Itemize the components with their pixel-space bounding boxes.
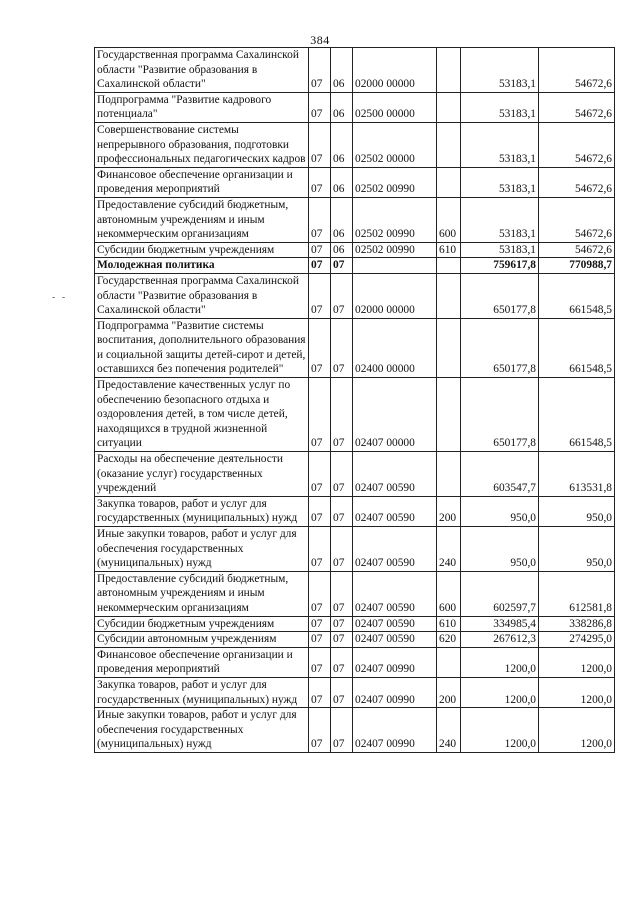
amount-year1-cell: 53183,1 <box>461 167 539 197</box>
table-row <box>95 197 615 242</box>
amount-year2-cell: 661548,5 <box>539 318 615 377</box>
table-row <box>95 677 615 707</box>
section-code-cell: 07 <box>309 242 331 258</box>
amount-year2-cell: 54672,6 <box>539 197 615 242</box>
expense-type-cell <box>437 258 461 274</box>
target-article-cell: 02000 00000 <box>353 273 437 318</box>
table-row <box>95 632 615 648</box>
expense-name-cell: Совершенствование системы непрерывного образования, подготовки профессиональных педагогических кадров <box>95 122 309 167</box>
expense-name-cell: Подпрограмма "Развитие системы воспитания, дополнительного образования и социальной защиты детей-сирот и детей, оставшихся без попечения родителей" <box>95 318 309 377</box>
budget-table-body <box>95 48 615 753</box>
expense-type-cell <box>437 122 461 167</box>
amount-year2-cell: 54672,6 <box>539 242 615 258</box>
expense-type-cell <box>437 452 461 497</box>
expense-name-cell: Предоставление субсидий бюджетным, автономным учреждениям и иным некоммерческим организациям <box>95 571 309 616</box>
amount-year2-cell: 661548,5 <box>539 273 615 318</box>
subsection-code-cell: 06 <box>331 167 353 197</box>
target-article-cell: 02502 00990 <box>353 242 437 258</box>
section-code-cell: 07 <box>309 122 331 167</box>
amount-year2-cell: 54672,6 <box>539 48 615 93</box>
subsection-code-cell: 07 <box>331 708 353 753</box>
target-article-cell: 02500 00000 <box>353 92 437 122</box>
target-article-cell: 02400 00000 <box>353 318 437 377</box>
expense-type-cell <box>437 48 461 93</box>
expense-name-cell: Финансовое обеспечение организации и проведения мероприятий <box>95 167 309 197</box>
amount-year1-cell: 759617,8 <box>461 258 539 274</box>
target-article-cell: 02407 00990 <box>353 708 437 753</box>
section-code-cell: 07 <box>309 632 331 648</box>
subsection-code-cell: 07 <box>331 571 353 616</box>
expense-type-cell: 200 <box>437 677 461 707</box>
amount-year2-cell: 613531,8 <box>539 452 615 497</box>
amount-year2-cell: 950,0 <box>539 527 615 572</box>
target-article-cell: 02407 00590 <box>353 616 437 632</box>
section-code-cell: 07 <box>309 273 331 318</box>
table-row <box>95 452 615 497</box>
amount-year1-cell: 334985,4 <box>461 616 539 632</box>
expense-type-cell: 240 <box>437 527 461 572</box>
amount-year2-cell: 54672,6 <box>539 122 615 167</box>
amount-year2-cell: 770988,7 <box>539 258 615 274</box>
section-code-cell: 07 <box>309 318 331 377</box>
expense-type-cell: 620 <box>437 632 461 648</box>
table-row <box>95 122 615 167</box>
section-code-cell: 07 <box>309 258 331 274</box>
expense-type-cell: 610 <box>437 616 461 632</box>
expense-type-cell: 600 <box>437 571 461 616</box>
subsection-code-cell: 07 <box>331 527 353 572</box>
expense-name-cell: Субсидии бюджетным учреждениям <box>95 242 309 258</box>
table-row <box>95 273 615 318</box>
target-article-cell: 02407 00590 <box>353 496 437 526</box>
amount-year2-cell: 950,0 <box>539 496 615 526</box>
expense-name-cell: Закупка товаров, работ и услуг для государственных (муниципальных) нужд <box>95 677 309 707</box>
amount-year1-cell: 603547,7 <box>461 452 539 497</box>
expense-type-cell: 600 <box>437 197 461 242</box>
subsection-code-cell: 07 <box>331 632 353 648</box>
amount-year1-cell: 950,0 <box>461 496 539 526</box>
budget-table <box>94 47 615 753</box>
expense-name-cell: Иные закупки товаров, работ и услуг для обеспечения государственных (муниципальных) нужд <box>95 708 309 753</box>
expense-name-cell: Молодежная политика <box>95 258 309 274</box>
subsection-code-cell: 07 <box>331 616 353 632</box>
amount-year2-cell: 54672,6 <box>539 92 615 122</box>
subsection-code-cell: 06 <box>331 48 353 93</box>
target-article-cell: 02407 00990 <box>353 647 437 677</box>
section-code-cell: 07 <box>309 92 331 122</box>
table-row <box>95 258 615 274</box>
amount-year1-cell: 267612,3 <box>461 632 539 648</box>
page-number: 384 <box>310 33 330 47</box>
table-row <box>95 167 615 197</box>
table-row <box>95 571 615 616</box>
expense-type-cell <box>437 647 461 677</box>
target-article-cell: 02502 00990 <box>353 167 437 197</box>
expense-name-cell: Государственная программа Сахалинской области "Развитие образования в Сахалинской области" <box>95 273 309 318</box>
amount-year1-cell: 1200,0 <box>461 708 539 753</box>
amount-year1-cell: 602597,7 <box>461 571 539 616</box>
table-row <box>95 48 615 93</box>
expense-name-cell: Иные закупки товаров, работ и услуг для обеспечения государственных (муниципальных) нужд <box>95 527 309 572</box>
section-code-cell: 07 <box>309 167 331 197</box>
amount-year1-cell: 650177,8 <box>461 378 539 452</box>
subsection-code-cell: 07 <box>331 318 353 377</box>
target-article-cell: 02407 00000 <box>353 378 437 452</box>
amount-year1-cell: 650177,8 <box>461 273 539 318</box>
margin-dash-mark: - - <box>52 292 68 303</box>
table-row <box>95 242 615 258</box>
section-code-cell: 07 <box>309 571 331 616</box>
amount-year1-cell: 53183,1 <box>461 242 539 258</box>
amount-year1-cell: 53183,1 <box>461 92 539 122</box>
expense-name-cell: Субсидии автономным учреждениям <box>95 632 309 648</box>
section-code-cell: 07 <box>309 48 331 93</box>
amount-year2-cell: 1200,0 <box>539 708 615 753</box>
target-article-cell: 02407 00590 <box>353 632 437 648</box>
subsection-code-cell: 06 <box>331 242 353 258</box>
subsection-code-cell: 07 <box>331 452 353 497</box>
expense-type-cell <box>437 92 461 122</box>
expense-type-cell <box>437 378 461 452</box>
section-code-cell: 07 <box>309 647 331 677</box>
table-row <box>95 647 615 677</box>
expense-type-cell: 610 <box>437 242 461 258</box>
amount-year2-cell: 338286,8 <box>539 616 615 632</box>
expense-name-cell: Финансовое обеспечение организации и проведения мероприятий <box>95 647 309 677</box>
amount-year1-cell: 950,0 <box>461 527 539 572</box>
expense-name-cell: Субсидии бюджетным учреждениям <box>95 616 309 632</box>
target-article-cell: 02000 00000 <box>353 48 437 93</box>
section-code-cell: 07 <box>309 496 331 526</box>
table-row <box>95 496 615 526</box>
target-article-cell: 02502 00000 <box>353 122 437 167</box>
subsection-code-cell: 07 <box>331 677 353 707</box>
expense-name-cell: Закупка товаров, работ и услуг для государственных (муниципальных) нужд <box>95 496 309 526</box>
amount-year2-cell: 274295,0 <box>539 632 615 648</box>
subsection-code-cell: 07 <box>331 258 353 274</box>
expense-name-cell: Государственная программа Сахалинской области "Развитие образования в Сахалинской области" <box>95 48 309 93</box>
amount-year2-cell: 1200,0 <box>539 647 615 677</box>
amount-year2-cell: 661548,5 <box>539 378 615 452</box>
section-code-cell: 07 <box>309 527 331 572</box>
target-article-cell <box>353 258 437 274</box>
amount-year1-cell: 53183,1 <box>461 197 539 242</box>
subsection-code-cell: 07 <box>331 273 353 318</box>
expense-type-cell: 200 <box>437 496 461 526</box>
table-row <box>95 318 615 377</box>
target-article-cell: 02407 00590 <box>353 571 437 616</box>
expense-type-cell: 240 <box>437 708 461 753</box>
expense-type-cell <box>437 273 461 318</box>
amount-year1-cell: 650177,8 <box>461 318 539 377</box>
target-article-cell: 02407 00590 <box>353 527 437 572</box>
subsection-code-cell: 07 <box>331 378 353 452</box>
section-code-cell: 07 <box>309 452 331 497</box>
section-code-cell: 07 <box>309 708 331 753</box>
table-row <box>95 527 615 572</box>
amount-year2-cell: 612581,8 <box>539 571 615 616</box>
table-row <box>95 378 615 452</box>
amount-year1-cell: 1200,0 <box>461 647 539 677</box>
section-code-cell: 07 <box>309 197 331 242</box>
subsection-code-cell: 06 <box>331 197 353 242</box>
table-row <box>95 92 615 122</box>
target-article-cell: 02502 00990 <box>353 197 437 242</box>
subsection-code-cell: 06 <box>331 122 353 167</box>
subsection-code-cell: 06 <box>331 92 353 122</box>
subsection-code-cell: 07 <box>331 496 353 526</box>
table-row <box>95 708 615 753</box>
section-code-cell: 07 <box>309 616 331 632</box>
subsection-code-cell: 07 <box>331 647 353 677</box>
table-row <box>95 616 615 632</box>
target-article-cell: 02407 00590 <box>353 452 437 497</box>
amount-year1-cell: 53183,1 <box>461 122 539 167</box>
target-article-cell: 02407 00990 <box>353 677 437 707</box>
amount-year1-cell: 53183,1 <box>461 48 539 93</box>
expense-type-cell <box>437 167 461 197</box>
amount-year2-cell: 54672,6 <box>539 167 615 197</box>
amount-year2-cell: 1200,0 <box>539 677 615 707</box>
section-code-cell: 07 <box>309 378 331 452</box>
amount-year1-cell: 1200,0 <box>461 677 539 707</box>
section-code-cell: 07 <box>309 677 331 707</box>
expense-name-cell: Предоставление субсидий бюджетным, автономным учреждениям и иным некоммерческим организациям <box>95 197 309 242</box>
expense-name-cell: Подпрограмма "Развитие кадрового потенциала" <box>95 92 309 122</box>
expense-name-cell: Предоставление качественных услуг по обеспечению безопасного отдыха и оздоровления детей, в том числе детей, находящихся в трудной жизненной ситуации <box>95 378 309 452</box>
expense-type-cell <box>437 318 461 377</box>
expense-name-cell: Расходы на обеспечение деятельности (оказание услуг) государственных учреждений <box>95 452 309 497</box>
